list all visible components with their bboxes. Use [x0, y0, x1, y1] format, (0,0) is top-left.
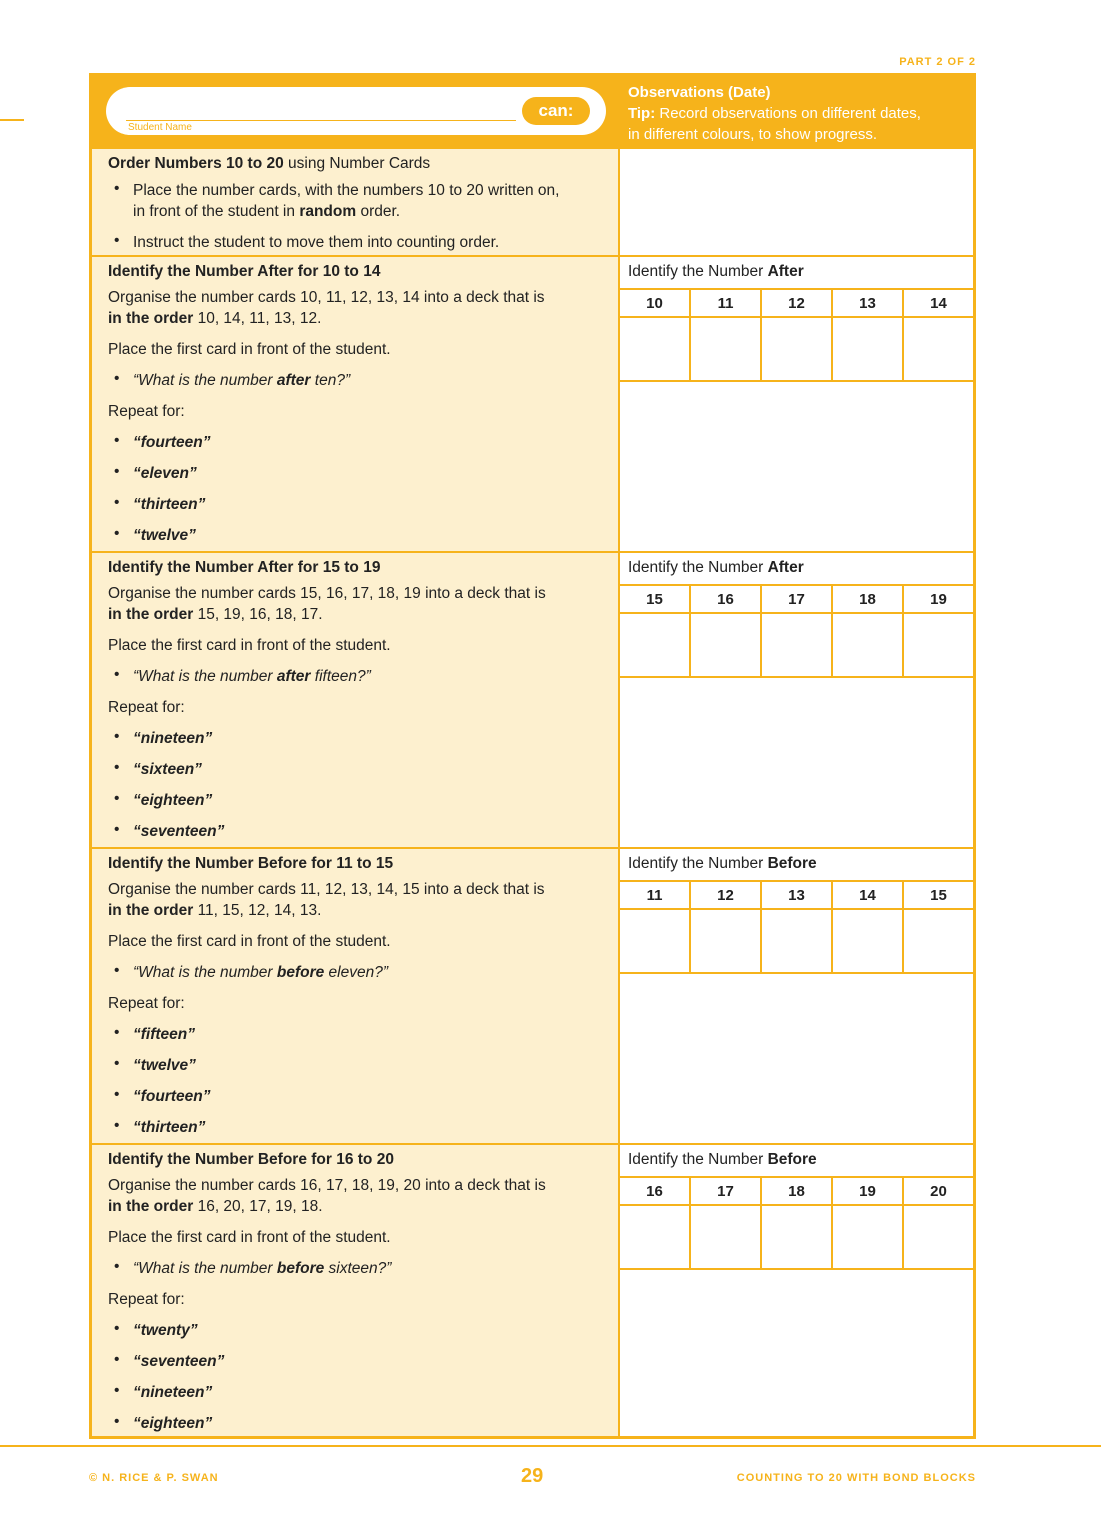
observation-title-keyword: Before	[767, 1151, 817, 1168]
repeat-item: “eighteen”	[133, 1415, 213, 1432]
card-cell[interactable]	[620, 586, 691, 676]
observation-cell[interactable]	[620, 149, 973, 255]
repeat-item: “fourteen”	[133, 434, 211, 451]
repeat-item: “fifteen”	[133, 1026, 195, 1043]
card-cell[interactable]	[620, 1178, 691, 1268]
section-title: Identify the Number After for 10 to 14	[108, 263, 381, 280]
question-pre: “What is the number	[133, 964, 277, 981]
bullet: •	[114, 759, 120, 776]
observation-notes-area[interactable]	[620, 678, 973, 847]
instructions-panel	[92, 849, 620, 1143]
section-after-15-19	[92, 551, 973, 847]
section-before-11-15	[92, 847, 973, 1143]
question-keyword: before	[276, 964, 325, 981]
card-number: 15	[904, 882, 973, 910]
order-values: 10, 14, 11, 13, 12.	[193, 310, 322, 327]
question-keyword: after	[276, 668, 311, 685]
card-number: 17	[691, 1178, 760, 1206]
card-number: 19	[833, 1178, 902, 1206]
card-grid	[620, 882, 973, 974]
card-cell[interactable]	[620, 882, 691, 972]
observation-notes-area[interactable]	[620, 974, 973, 1143]
tip-line-1	[628, 103, 973, 124]
observations-title: Observations (Date)	[628, 84, 771, 101]
footer-rule	[0, 1445, 1101, 1447]
section-title: Identify the Number Before for 16 to 20	[108, 1151, 394, 1168]
repeat-item: “seventeen”	[133, 823, 225, 840]
repeat-label: Repeat for:	[108, 1291, 185, 1308]
card-cell[interactable]	[904, 1178, 973, 1268]
repeat-label: Repeat for:	[108, 995, 185, 1012]
question-line	[133, 666, 371, 687]
observation-panel	[620, 257, 973, 551]
card-cell[interactable]	[620, 290, 691, 380]
section-order-numbers	[92, 147, 973, 255]
repeat-item: “nineteen”	[133, 730, 213, 747]
card-cell[interactable]	[833, 586, 904, 676]
repeat-item: “twelve”	[133, 1057, 196, 1074]
bullet: •	[114, 666, 120, 683]
order-line	[108, 604, 323, 625]
text: order.	[356, 203, 401, 220]
organise-line: Organise the number cards 16, 17, 18, 19, 20 into a deck that is	[108, 1177, 546, 1194]
card-cell[interactable]	[691, 882, 762, 972]
bullet: •	[114, 1351, 120, 1368]
order-label: in the order	[108, 902, 194, 919]
section-before-16-20	[92, 1143, 973, 1436]
bullet: •	[114, 1117, 120, 1134]
bullet: •	[114, 232, 120, 249]
section-after-10-14	[92, 255, 973, 551]
observation-title-pre: Identify the Number	[628, 559, 768, 576]
section-title	[108, 153, 430, 174]
observation-notes-area[interactable]	[620, 382, 973, 551]
repeat-item: “eleven”	[133, 465, 197, 482]
observations-heading	[628, 82, 973, 145]
order-label: in the order	[108, 1198, 194, 1215]
card-number: 18	[833, 586, 902, 614]
bullet: •	[114, 1382, 120, 1399]
observation-title	[628, 263, 804, 281]
question-post: sixteen?”	[324, 1260, 392, 1277]
card-grid	[620, 586, 973, 678]
observation-title-pre: Identify the Number	[628, 855, 768, 872]
question-post: fifteen?”	[310, 668, 371, 685]
instruction-line	[133, 201, 400, 222]
student-name-label: Student Name	[128, 122, 192, 133]
card-grid	[620, 1178, 973, 1270]
section-title: Identify the Number Before for 11 to 15	[108, 855, 394, 872]
question-line	[133, 370, 350, 391]
card-number: 13	[762, 882, 831, 910]
repeat-item: “twenty”	[133, 1322, 198, 1339]
observation-notes-area[interactable]	[620, 1270, 973, 1436]
bullet: •	[114, 463, 120, 480]
repeat-item: “nineteen”	[133, 1384, 213, 1401]
instructions-panel	[92, 257, 620, 551]
observation-title-pre: Identify the Number	[628, 1151, 768, 1168]
place-line: Place the first card in front of the student.	[108, 637, 391, 654]
card-number: 16	[620, 1178, 689, 1206]
instructions-panel	[92, 1145, 620, 1436]
can-badge: can:	[522, 97, 590, 125]
card-number: 14	[833, 882, 902, 910]
footer-title: COUNTING TO 20 WITH BOND BLOCKS	[736, 1472, 976, 1484]
part-indicator: PART 2 OF 2	[899, 56, 976, 68]
order-line	[108, 1196, 323, 1217]
bullet: •	[114, 821, 120, 838]
bullet: •	[114, 1055, 120, 1072]
observation-panel	[620, 849, 973, 1143]
repeat-item: “twelve”	[133, 527, 196, 544]
bullet: •	[114, 525, 120, 542]
card-number: 16	[691, 586, 760, 614]
card-cell[interactable]	[833, 290, 904, 380]
repeat-item: “thirteen”	[133, 1119, 206, 1136]
place-line: Place the first card in front of the student.	[108, 1229, 391, 1246]
question-line	[133, 1258, 391, 1279]
order-values: 15, 19, 16, 18, 17.	[193, 606, 323, 623]
text-bold: random	[299, 203, 357, 220]
bullet: •	[114, 370, 120, 387]
card-number: 17	[762, 586, 831, 614]
card-cell[interactable]	[691, 290, 762, 380]
order-line	[108, 900, 321, 921]
observation-title-pre: Identify the Number	[628, 263, 768, 280]
question-pre: “What is the number	[133, 668, 277, 685]
card-number: 10	[620, 290, 689, 318]
observation-title-keyword: After	[767, 263, 804, 280]
section-title-bold: Order Numbers 10 to 20	[108, 155, 284, 172]
bullet: •	[114, 180, 120, 197]
card-cell[interactable]	[833, 882, 904, 972]
card-cell[interactable]	[762, 290, 833, 380]
bullet: •	[114, 790, 120, 807]
bullet: •	[114, 1258, 120, 1275]
bullet: •	[114, 1086, 120, 1103]
order-label: in the order	[108, 310, 194, 327]
student-name-pill	[106, 87, 606, 135]
card-number: 12	[691, 882, 760, 910]
card-cell[interactable]	[904, 586, 973, 676]
card-number: 19	[904, 586, 973, 614]
bullet: •	[114, 1024, 120, 1041]
repeat-item: “eighteen”	[133, 792, 213, 809]
place-line: Place the first card in front of the student.	[108, 933, 391, 950]
observation-title-keyword: Before	[767, 855, 817, 872]
question-keyword: after	[276, 372, 311, 389]
instructions-panel	[92, 149, 620, 255]
bullet: •	[114, 1413, 120, 1430]
repeat-label: Repeat for:	[108, 403, 185, 420]
bullet: •	[114, 962, 120, 979]
observation-title	[628, 1151, 817, 1169]
repeat-label: Repeat for:	[108, 699, 185, 716]
card-cell[interactable]	[904, 882, 973, 972]
card-cell[interactable]	[833, 1178, 904, 1268]
repeat-item: “sixteen”	[133, 761, 202, 778]
assessment-table	[89, 73, 976, 1439]
student-name-line[interactable]	[126, 120, 516, 121]
question-pre: “What is the number	[133, 1260, 277, 1277]
question-pre: “What is the number	[133, 372, 277, 389]
tip-line-2: in different colours, to show progress.	[628, 126, 878, 143]
organise-line: Organise the number cards 11, 12, 13, 14, 15 into a deck that is	[108, 881, 545, 898]
card-number: 11	[691, 290, 760, 318]
order-label: in the order	[108, 606, 194, 623]
observation-panel	[620, 1145, 973, 1436]
card-number: 20	[904, 1178, 973, 1206]
card-number: 12	[762, 290, 831, 318]
instruction-line: Instruct the student to move them into counting order.	[133, 234, 500, 251]
repeat-item: “fourteen”	[133, 1088, 211, 1105]
question-post: eleven?”	[324, 964, 388, 981]
card-cell[interactable]	[691, 586, 762, 676]
organise-line: Organise the number cards 10, 11, 12, 13, 14 into a deck that is	[108, 289, 545, 306]
card-number: 18	[762, 1178, 831, 1206]
bullet: •	[114, 1320, 120, 1337]
card-number: 13	[833, 290, 902, 318]
bullet: •	[114, 494, 120, 511]
table-header	[92, 76, 973, 147]
section-title: Identify the Number After for 15 to 19	[108, 559, 381, 576]
question-line	[133, 962, 388, 983]
text: in front of the student in	[133, 203, 300, 220]
section-title-rest: using Number Cards	[283, 155, 431, 172]
observation-title	[628, 559, 804, 577]
organise-line: Organise the number cards 15, 16, 17, 18, 19 into a deck that is	[108, 585, 546, 602]
observation-title	[628, 855, 817, 873]
bullet: •	[114, 432, 120, 449]
card-number: 11	[620, 882, 689, 910]
observation-title-keyword: After	[767, 559, 804, 576]
card-cell[interactable]	[691, 1178, 762, 1268]
card-grid	[620, 290, 973, 382]
margin-tick	[0, 119, 24, 121]
place-line: Place the first card in front of the student.	[108, 341, 391, 358]
question-keyword: before	[276, 1260, 325, 1277]
footer-copyright: © N. RICE & P. SWAN	[89, 1472, 219, 1484]
card-number: 15	[620, 586, 689, 614]
tip-label: Tip:	[628, 105, 656, 122]
order-values: 11, 15, 12, 14, 13.	[193, 902, 322, 919]
observation-panel	[620, 553, 973, 847]
question-post: ten?”	[310, 372, 351, 389]
order-line	[108, 308, 321, 329]
card-cell[interactable]	[762, 586, 833, 676]
repeat-item: “thirteen”	[133, 496, 206, 513]
card-cell[interactable]	[762, 882, 833, 972]
card-cell[interactable]	[762, 1178, 833, 1268]
bullet: •	[114, 728, 120, 745]
card-cell[interactable]	[904, 290, 973, 380]
tip-text-1: Record observations on different dates,	[655, 105, 921, 122]
page-number: 29	[521, 1465, 544, 1487]
repeat-item: “seventeen”	[133, 1353, 225, 1370]
card-number: 14	[904, 290, 973, 318]
instruction-line: Place the number cards, with the numbers 10 to 20 written on,	[133, 182, 560, 199]
instructions-panel	[92, 553, 620, 847]
order-values: 16, 20, 17, 19, 18.	[193, 1198, 323, 1215]
